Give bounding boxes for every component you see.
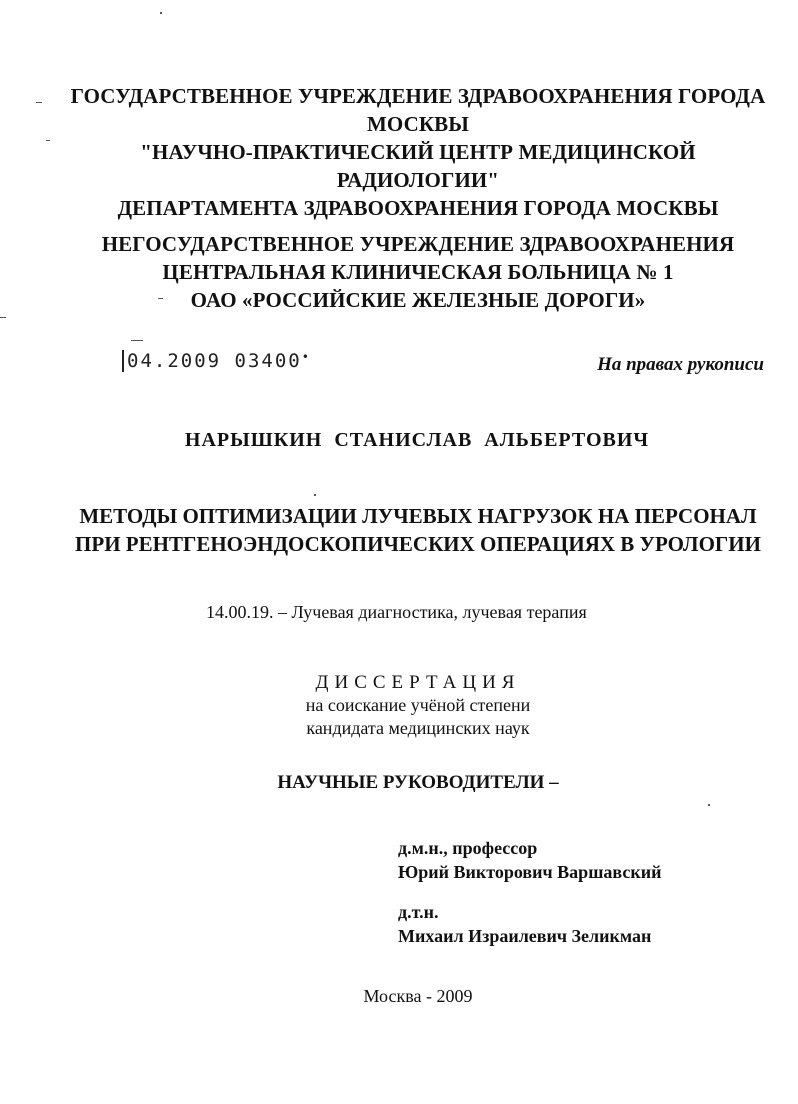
author-name: НАРЫШКИН СТАНИСЛАВ АЛЬБЕРТОВИЧ [184,429,650,451]
supervisor-2-name: Михаил Израилевич Зеликман [398,926,652,946]
specialty-code: 14.00.19. – Лучевая диагностика, лучевая терапия [206,602,587,622]
scan-speck [314,494,316,496]
org1-line-4: РАДИОЛОГИИ" [336,168,500,192]
registration-code-text: 04.2009 03400 [122,350,302,372]
manuscript-rights: На правах рукописи [597,354,764,375]
title-line-1: МЕТОДЫ ОПТИМИЗАЦИИ ЛУЧЕВЫХ НАГРУЗОК НА ПЕРСОНАЛ [79,504,757,528]
supervisor-1-degree: д.м.н., профессор [398,838,538,858]
supervisor-1-name: Юрий Викторович Варшавский [398,862,662,882]
scan-speck [0,317,6,318]
org1-line-1: ГОСУДАРСТВЕННОЕ УЧРЕЖДЕНИЕ ЗДРАВООХРАНЕНИЯ ГОРОДА [70,84,766,108]
registration-code: 04.2009 03400• [122,350,311,372]
dissertation-label: ДИССЕРТАЦИЯ [315,672,521,693]
city-year: Москва - 2009 [363,986,473,1006]
supervisor-1 [398,836,661,884]
organization-header-primary [38,82,798,222]
org1-line-2: МОСКВЫ [366,112,470,136]
org2-line-3: ОАО «РОССИЙСКИЕ ЖЕЛЕЗНЫЕ ДОРОГИ» [190,288,646,312]
scan-speck [131,340,143,341]
dissertation-title [38,502,798,558]
organization-header-secondary [38,230,798,314]
degree-line-1: на соискание учёной степени [305,695,531,715]
org2-line-2: ЦЕНТРАЛЬНАЯ КЛИНИЧЕСКАЯ БОЛЬНИЦА № 1 [162,260,674,284]
scan-speck [708,804,710,806]
org1-line-3: "НАУЧНО-ПРАКТИЧЕСКИЙ ЦЕНТР МЕДИЦИНСКОЙ [140,140,696,164]
title-line-2: ПРИ РЕНТГЕНОЭНДОСКОПИЧЕСКИХ ОПЕРАЦИЯХ В УРОЛОГИИ [75,532,761,556]
degree-line-2: кандидата медицинских наук [306,718,530,738]
supervisors-heading: НАУЧНЫЕ РУКОВОДИТЕЛИ – [277,772,559,793]
dissertation-block [38,672,798,740]
supervisor-2-degree: д.т.н. [398,902,439,922]
scan-speck [160,12,162,14]
org1-line-5: ДЕПАРТАМЕНТА ЗДРАВООХРАНЕНИЯ ГОРОДА МОСКВЫ [117,196,719,220]
supervisor-2 [398,900,651,948]
org2-line-1: НЕГОСУДАРСТВЕННОЕ УЧРЕЖДЕНИЕ ЗДРАВООХРАНЕНИЯ [101,232,735,256]
